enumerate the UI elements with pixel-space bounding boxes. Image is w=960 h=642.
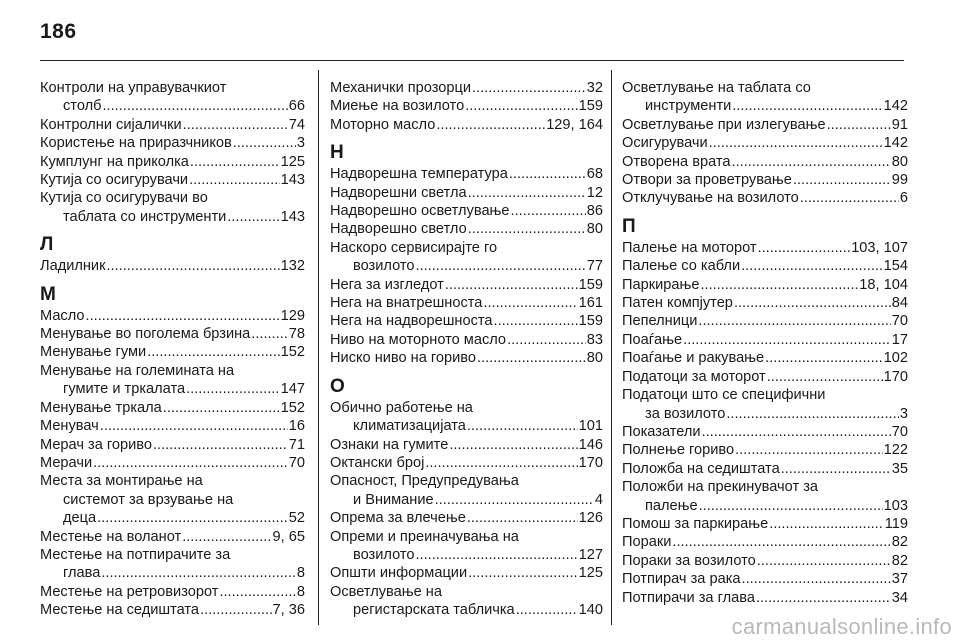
index-entry-text: гумите и тркалата <box>63 381 186 398</box>
index-page-ref: 66 <box>288 98 305 115</box>
dot-leader <box>742 570 891 588</box>
index-entry <box>330 184 603 202</box>
dot-leader <box>468 220 586 238</box>
dot-leader <box>800 189 899 207</box>
index-entry-text: Менувач <box>40 418 99 435</box>
index-page-ref: 140 <box>578 602 603 619</box>
index-entry <box>40 343 305 361</box>
index-page-ref: 129 <box>280 307 305 324</box>
index-page-ref: 126 <box>578 510 603 527</box>
index-entry-text: Осигурувачи <box>622 135 708 152</box>
index-entry-text: Потпирачи за глава <box>622 589 755 606</box>
index-entry-text: Ознаки на гумите <box>330 436 449 453</box>
index-entry-text: Осветлување на <box>330 583 442 600</box>
index-entry-text: Пепелници <box>622 313 698 330</box>
index-entry <box>330 399 603 436</box>
index-entry <box>330 349 603 367</box>
dot-leader <box>672 533 890 551</box>
index-entry <box>622 570 908 588</box>
index-column-2 <box>330 79 603 620</box>
index-entry <box>622 478 908 515</box>
index-entry-text: Патен компјутер <box>622 295 733 312</box>
dot-leader <box>756 589 891 607</box>
index-entry-text: Надворешни светла <box>330 184 467 201</box>
index-entry <box>330 202 603 220</box>
dot-leader <box>101 564 296 582</box>
index-letter-heading: М <box>40 283 56 305</box>
index-page-ref: 127 <box>578 546 603 563</box>
index-page-ref: 119 <box>884 515 908 532</box>
index-entry <box>40 307 305 325</box>
index-entry-text: Паркирање <box>622 276 700 293</box>
dot-leader <box>147 343 279 361</box>
dot-leader <box>477 349 586 367</box>
index-entry <box>622 386 908 423</box>
index-entry-text: возилото <box>353 258 415 275</box>
index-entry <box>40 399 305 417</box>
index-page-ref: 68 <box>586 166 603 183</box>
index-entry <box>622 515 908 533</box>
dot-leader <box>103 97 288 115</box>
index-entry <box>622 460 908 478</box>
dot-leader <box>735 441 883 459</box>
index-entry-text: Местење на воланот <box>40 528 182 545</box>
index-entry <box>622 116 908 134</box>
index-entry-text: Податоци за моторот <box>622 368 766 385</box>
index-page-ref: 129, 164 <box>546 116 603 133</box>
dot-leader <box>106 257 279 275</box>
index-entry <box>40 417 305 435</box>
index-page-ref: 12 <box>586 184 603 201</box>
index-entry-text: Пораки за возилото <box>622 552 756 569</box>
index-entry <box>40 601 305 619</box>
index-entry <box>40 153 305 171</box>
index-entry-text: Користење на приразчников <box>40 135 232 152</box>
index-page-ref: 3 <box>296 135 305 152</box>
index-page-ref: 159 <box>578 276 603 293</box>
index-entry <box>330 454 603 472</box>
dot-leader <box>189 171 280 189</box>
index-entry <box>40 189 305 226</box>
index-entry-text: возилото <box>353 546 415 563</box>
index-page-ref: 91 <box>891 116 908 133</box>
index-page-ref: 8 <box>296 565 305 582</box>
index-page-ref: 143 <box>280 208 305 225</box>
index-entry-text: инструменти <box>645 98 732 115</box>
index-entry <box>330 79 603 97</box>
dot-leader <box>698 312 890 330</box>
index-page-ref: 161 <box>578 295 603 312</box>
index-entry-text: Кумплунг на приколка <box>40 153 189 170</box>
dot-leader <box>732 97 882 115</box>
index-page-ref: 16 <box>288 418 305 435</box>
dot-leader <box>467 509 578 527</box>
index-entry <box>40 362 305 399</box>
index-page-ref: 170 <box>578 454 603 471</box>
column-divider <box>611 70 612 625</box>
index-entry <box>622 368 908 386</box>
index-page-ref: 35 <box>891 460 908 477</box>
index-entry-text: Ниво на моторното масло <box>330 331 507 348</box>
dot-leader <box>219 583 295 601</box>
index-page-ref: 147 <box>280 381 305 398</box>
index-entry-text: Менување во поголема брзина <box>40 326 251 343</box>
index-page-ref: 170 <box>883 368 908 385</box>
dot-leader <box>511 202 586 220</box>
index-entry <box>622 294 908 312</box>
index-entry-text: Палење на моторот <box>622 239 757 256</box>
index-entry-text: Општи информации <box>330 565 468 582</box>
index-entry <box>622 189 908 207</box>
dot-leader <box>483 294 577 312</box>
index-entry-text: Показатели <box>622 423 701 440</box>
index-page-ref: 102 <box>883 350 908 367</box>
index-page-ref: 70 <box>891 313 908 330</box>
index-page-ref: 99 <box>891 172 908 189</box>
index-entry-text: столб <box>63 98 102 115</box>
index-entry-text: Ладилник <box>40 258 106 275</box>
dot-leader <box>827 116 891 134</box>
index-entry <box>622 331 908 349</box>
dot-leader <box>757 552 891 570</box>
dot-leader <box>709 134 883 152</box>
index-entry-text: Миење на возилото <box>330 98 465 115</box>
dot-leader <box>416 257 586 275</box>
index-entry <box>330 239 603 276</box>
dot-leader <box>767 368 883 386</box>
index-entry-text: Опасност, Предупредувања <box>330 473 519 490</box>
index-entry-text: Полнење гориво <box>622 442 735 459</box>
index-entry-text: Поаѓање и ракување <box>622 350 765 367</box>
dot-leader <box>793 171 891 189</box>
index-entry-text: Местење на потпирачите за <box>40 546 231 563</box>
index-entry-text: Опреми и преиначувања на <box>330 528 519 545</box>
index-entry <box>40 528 305 546</box>
dot-leader <box>467 417 578 435</box>
dot-leader <box>734 294 891 312</box>
index-entry <box>40 472 305 527</box>
index-entry-text: Пораки <box>622 534 672 551</box>
index-page-ref: 4 <box>594 491 603 508</box>
index-page-ref: 52 <box>288 510 305 527</box>
index-entry <box>330 220 603 238</box>
index-entry-text: Осветлување на таблата со <box>622 80 811 96</box>
index-page-ref: 71 <box>288 436 305 453</box>
index-entry-text: Мерачи <box>40 454 93 471</box>
index-entry <box>330 509 603 527</box>
index-entry <box>330 331 603 349</box>
dot-leader <box>435 491 594 509</box>
dot-leader <box>93 454 288 472</box>
index-entry-text: Кутија со осигурувачи <box>40 172 189 189</box>
index-page-ref: 80 <box>891 153 908 170</box>
dot-leader <box>509 165 586 183</box>
index-entry <box>622 79 908 116</box>
index-entry <box>622 423 908 441</box>
header-rule <box>40 60 904 61</box>
dot-leader <box>758 239 851 257</box>
index-page-ref: 8 <box>296 583 305 600</box>
index-entry <box>40 257 305 275</box>
index-entry-text: деца <box>63 510 97 527</box>
index-entry-text: Масло <box>40 307 85 324</box>
dot-leader <box>445 276 578 294</box>
index-entry <box>330 564 603 582</box>
index-entry <box>330 97 603 115</box>
index-entry-text: системот за врзување на <box>63 491 234 508</box>
index-entry <box>622 441 908 459</box>
index-page-ref: 80 <box>586 350 603 367</box>
index-page-ref: 78 <box>288 326 305 343</box>
index-page-ref: 83 <box>586 331 603 348</box>
index-entry <box>40 583 305 601</box>
index-entry-text: Опрема за влечење <box>330 510 466 527</box>
index-entry-text: Положби на прекинувачот за <box>622 479 818 496</box>
index-column-3 <box>622 79 908 607</box>
index-entry-text: Надворешно осветлување <box>330 203 510 220</box>
index-entry <box>330 472 603 509</box>
index-entry-text: и Внимание <box>353 491 434 508</box>
index-page-ref: 6 <box>899 190 908 207</box>
index-page-ref: 154 <box>883 258 908 275</box>
dot-leader <box>494 312 578 330</box>
dot-leader <box>182 528 271 546</box>
index-page-ref: 152 <box>280 344 305 361</box>
index-entry-text: Менување тркала <box>40 399 162 416</box>
page-number: 186 <box>40 20 77 43</box>
dot-leader <box>465 97 577 115</box>
index-entry-text: Октански број <box>330 454 425 471</box>
index-entry <box>40 116 305 134</box>
index-entry-text: Потпирач за рака <box>622 571 741 588</box>
index-entry <box>40 79 305 116</box>
index-entry-text: Нега на надворешноста <box>330 313 493 330</box>
dot-leader <box>741 257 883 275</box>
index-entry <box>330 276 603 294</box>
index-page-ref: 159 <box>578 313 603 330</box>
dot-leader <box>251 325 287 343</box>
dot-leader <box>702 423 891 441</box>
dot-leader <box>765 349 882 367</box>
dot-leader <box>200 601 271 619</box>
index-entry-text: Обично работење на <box>330 399 473 416</box>
index-entry-text: Кутија со осигурувачи во <box>40 190 208 207</box>
dot-leader <box>97 509 288 527</box>
index-entry-text: Наскоро сервисирајте го <box>330 239 498 256</box>
index-entry <box>622 552 908 570</box>
dot-leader <box>183 116 288 134</box>
index-entry-text: Отворена врата <box>622 153 731 170</box>
index-page-ref: 132 <box>280 258 305 275</box>
index-entry-text: Помош за паркирање <box>622 515 769 532</box>
index-entry <box>330 312 603 330</box>
index-page-ref: 77 <box>586 258 603 275</box>
dot-leader <box>507 331 586 349</box>
dot-leader <box>153 436 288 454</box>
index-entry <box>40 171 305 189</box>
dot-leader <box>86 307 280 325</box>
dot-leader <box>699 497 883 515</box>
index-entry-text: Моторно масло <box>330 116 436 133</box>
dot-leader <box>227 208 279 226</box>
index-page-ref: 3 <box>899 405 908 422</box>
dot-leader <box>163 399 280 417</box>
index-entry <box>622 312 908 330</box>
index-page-ref: 143 <box>280 172 305 189</box>
index-letter-heading: О <box>330 375 345 397</box>
index-page-ref: 80 <box>586 221 603 238</box>
index-entry <box>40 454 305 472</box>
index-entry <box>622 349 908 367</box>
index-entry-text: Местење на ретровизорот <box>40 583 219 600</box>
index-entry-text: Местење на седиштата <box>40 602 200 619</box>
index-letter-heading: Н <box>330 142 344 164</box>
index-entry <box>622 134 908 152</box>
index-entry-text: Менување на големината на <box>40 362 235 379</box>
index-entry <box>622 239 908 257</box>
column-divider <box>318 70 319 625</box>
index-letter-heading: Л <box>40 234 54 256</box>
index-page-ref: 86 <box>586 203 603 220</box>
index-entry <box>40 546 305 583</box>
index-entry <box>40 134 305 152</box>
index-page-ref: 7, 36 <box>272 602 305 619</box>
dot-leader <box>769 515 883 533</box>
index-entry-text: Менување гуми <box>40 344 147 361</box>
index-entry-text: Ниско ниво на гориво <box>330 350 477 367</box>
index-page-ref: 146 <box>578 436 603 453</box>
index-entry <box>330 294 603 312</box>
index-entry-text: Контролни сијалички <box>40 116 182 133</box>
dot-leader <box>449 436 577 454</box>
index-entry <box>622 589 908 607</box>
index-column-1 <box>40 79 305 620</box>
index-entry-text: Надворешна температура <box>330 166 508 183</box>
index-page-ref: 142 <box>883 135 908 152</box>
index-entry <box>622 153 908 171</box>
index-page-ref: 152 <box>280 399 305 416</box>
index-page-ref: 70 <box>288 454 305 471</box>
index-page-ref: 122 <box>883 442 908 459</box>
index-page-ref: 82 <box>891 552 908 569</box>
dot-leader <box>700 276 858 294</box>
index-page-ref: 18, 104 <box>859 276 908 293</box>
index-entry-text: таблата со инструменти <box>63 208 227 225</box>
index-entry <box>330 116 603 134</box>
index-entry-text: Палење со кабли <box>622 258 741 275</box>
index-entry <box>330 528 603 565</box>
index-entry-text: Механички прозорци <box>330 80 472 96</box>
index-page-ref: 101 <box>578 418 603 435</box>
dot-leader <box>425 454 577 472</box>
dot-leader <box>781 460 891 478</box>
index-page-ref: 103 <box>883 497 908 514</box>
index-page-ref: 32 <box>586 80 603 96</box>
dot-leader <box>732 153 891 171</box>
index-page-ref: 9, 65 <box>272 528 305 545</box>
index-entry <box>622 257 908 275</box>
dot-leader <box>468 184 586 202</box>
index-entry <box>622 533 908 551</box>
dot-leader <box>436 116 545 134</box>
index-page-ref: 70 <box>891 423 908 440</box>
watermark: carmanualsonline.info <box>731 614 952 639</box>
index-page-ref: 17 <box>891 331 908 348</box>
index-entry-text: Отвори за проветрување <box>622 172 792 189</box>
dot-leader <box>233 134 296 152</box>
index-letter-heading: П <box>622 215 636 237</box>
index-entry-text: регистарската табличка <box>353 602 515 619</box>
index-entry-text: климатизацијата <box>353 418 466 435</box>
index-page-ref: 125 <box>280 153 305 170</box>
index-page-ref: 74 <box>288 116 305 133</box>
index-entry-text: Поаѓање <box>622 331 683 348</box>
index-page-ref: 37 <box>891 571 908 588</box>
dot-leader <box>100 417 288 435</box>
index-entry <box>40 436 305 454</box>
index-entry <box>40 325 305 343</box>
dot-leader <box>186 380 280 398</box>
index-page-ref: 125 <box>578 565 603 582</box>
index-entry-text: Места за монтирање на <box>40 473 203 490</box>
index-entry-text: Положба на седиштата <box>622 460 780 477</box>
index-entry-text: Нега на внатрешноста <box>330 295 483 312</box>
index-entry-text: глава <box>63 565 101 582</box>
dot-leader <box>468 564 578 582</box>
index-entry-text: Надворешно светло <box>330 221 467 238</box>
dot-leader <box>516 601 578 619</box>
index-page-ref: 84 <box>891 295 908 312</box>
index-entry-text: Нега за изгледот <box>330 276 444 293</box>
index-entry-text: Податоци што се специфични <box>622 387 826 404</box>
index-entry-text: палење <box>645 497 698 514</box>
dot-leader <box>683 331 891 349</box>
dot-leader <box>472 79 586 97</box>
dot-leader <box>416 546 578 564</box>
index-entry <box>330 165 603 183</box>
dot-leader <box>726 405 899 423</box>
index-entry-text: Отклучување на возилото <box>622 190 799 207</box>
index-entry-text: Контроли на управувачкиот <box>40 80 227 96</box>
index-page-ref: 34 <box>891 589 908 606</box>
index-page-ref: 159 <box>578 98 603 115</box>
index-entry-text: Мерач за гориво <box>40 436 152 453</box>
index-page-ref: 103, 107 <box>851 239 908 256</box>
index-page-ref: 142 <box>883 98 908 115</box>
index-entry <box>622 276 908 294</box>
dot-leader <box>190 153 280 171</box>
index-entry <box>622 171 908 189</box>
index-entry-text: за возилото <box>645 405 726 422</box>
index-page-ref: 82 <box>891 534 908 551</box>
index-entry <box>330 583 603 620</box>
index-entry-text: Осветлување при излегување <box>622 116 826 133</box>
index-entry <box>330 436 603 454</box>
